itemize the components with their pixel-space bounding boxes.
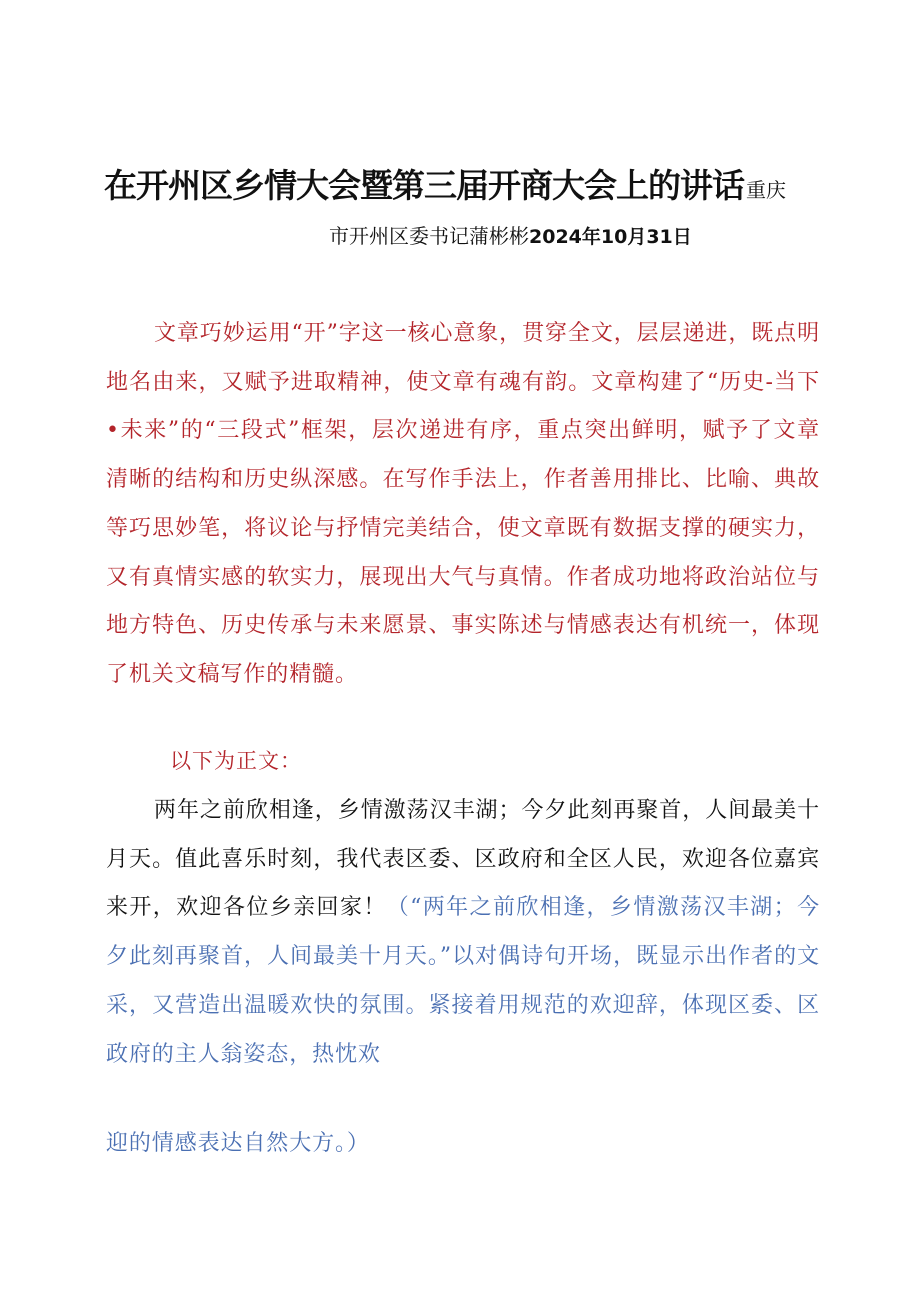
title-suffix: 重庆: [746, 178, 786, 202]
intro-label: 以下为正文：: [170, 749, 302, 773]
title-line: [104, 166, 824, 210]
intro-paragraph: 文章巧妙运用“开”字这一核心意象，贯穿全文，层层递进，既点明地名由来，又赋予进取精神，使文章有魂有韵。文章构建了“历史-当下•未来”的“三段式”框架，层次递进有序，重点突出鲜明，赋予了文章清晰的结构和历史纵深感。在写作手法上，作者善用排比、比喻、典故等巧思妙笔，将议论与抒情完美结合，使文章既有数据支撑的硬实力，又有真情实感的软实力，展现出大气与真情。作者成功地将政治站位与地方特色、历史传承与未来愿景、事实陈述与情感表达有机统一，体现了机关文稿写作的精髓。: [106, 321, 820, 687]
body-note: （“两年之前欣相逢，乡情激荡汉丰湖；今夕此刻再聚首，人间最美十月天。”以对偶诗句开场，既显示出作者的文采，又营造出温暖欢快的氛围。紧接着用规范的欢迎辞，体现区委、区政府的主人翁姿态，热忱欢: [106, 895, 820, 1067]
byline-author: 市开州区委书记蒲彬彬: [329, 224, 529, 248]
byline: [329, 222, 692, 251]
page-title: 在开州区乡情大会暨第三届开商大会上的讲话: [104, 166, 744, 205]
byline-date: 2024年10月31日: [529, 226, 692, 248]
body-text: 两年之前欣相逢，乡情激荡汉丰湖；今夕此刻再聚首，人间最美十月天。值此喜乐时刻，我代表区委、区政府和全区人民，欢迎各位嘉宾来开，欢迎各位乡亲回家！: [106, 798, 820, 921]
body-note-tail: 迎的情感表达自然大方。）: [106, 1131, 370, 1156]
body-paragraph: [106, 787, 820, 1079]
